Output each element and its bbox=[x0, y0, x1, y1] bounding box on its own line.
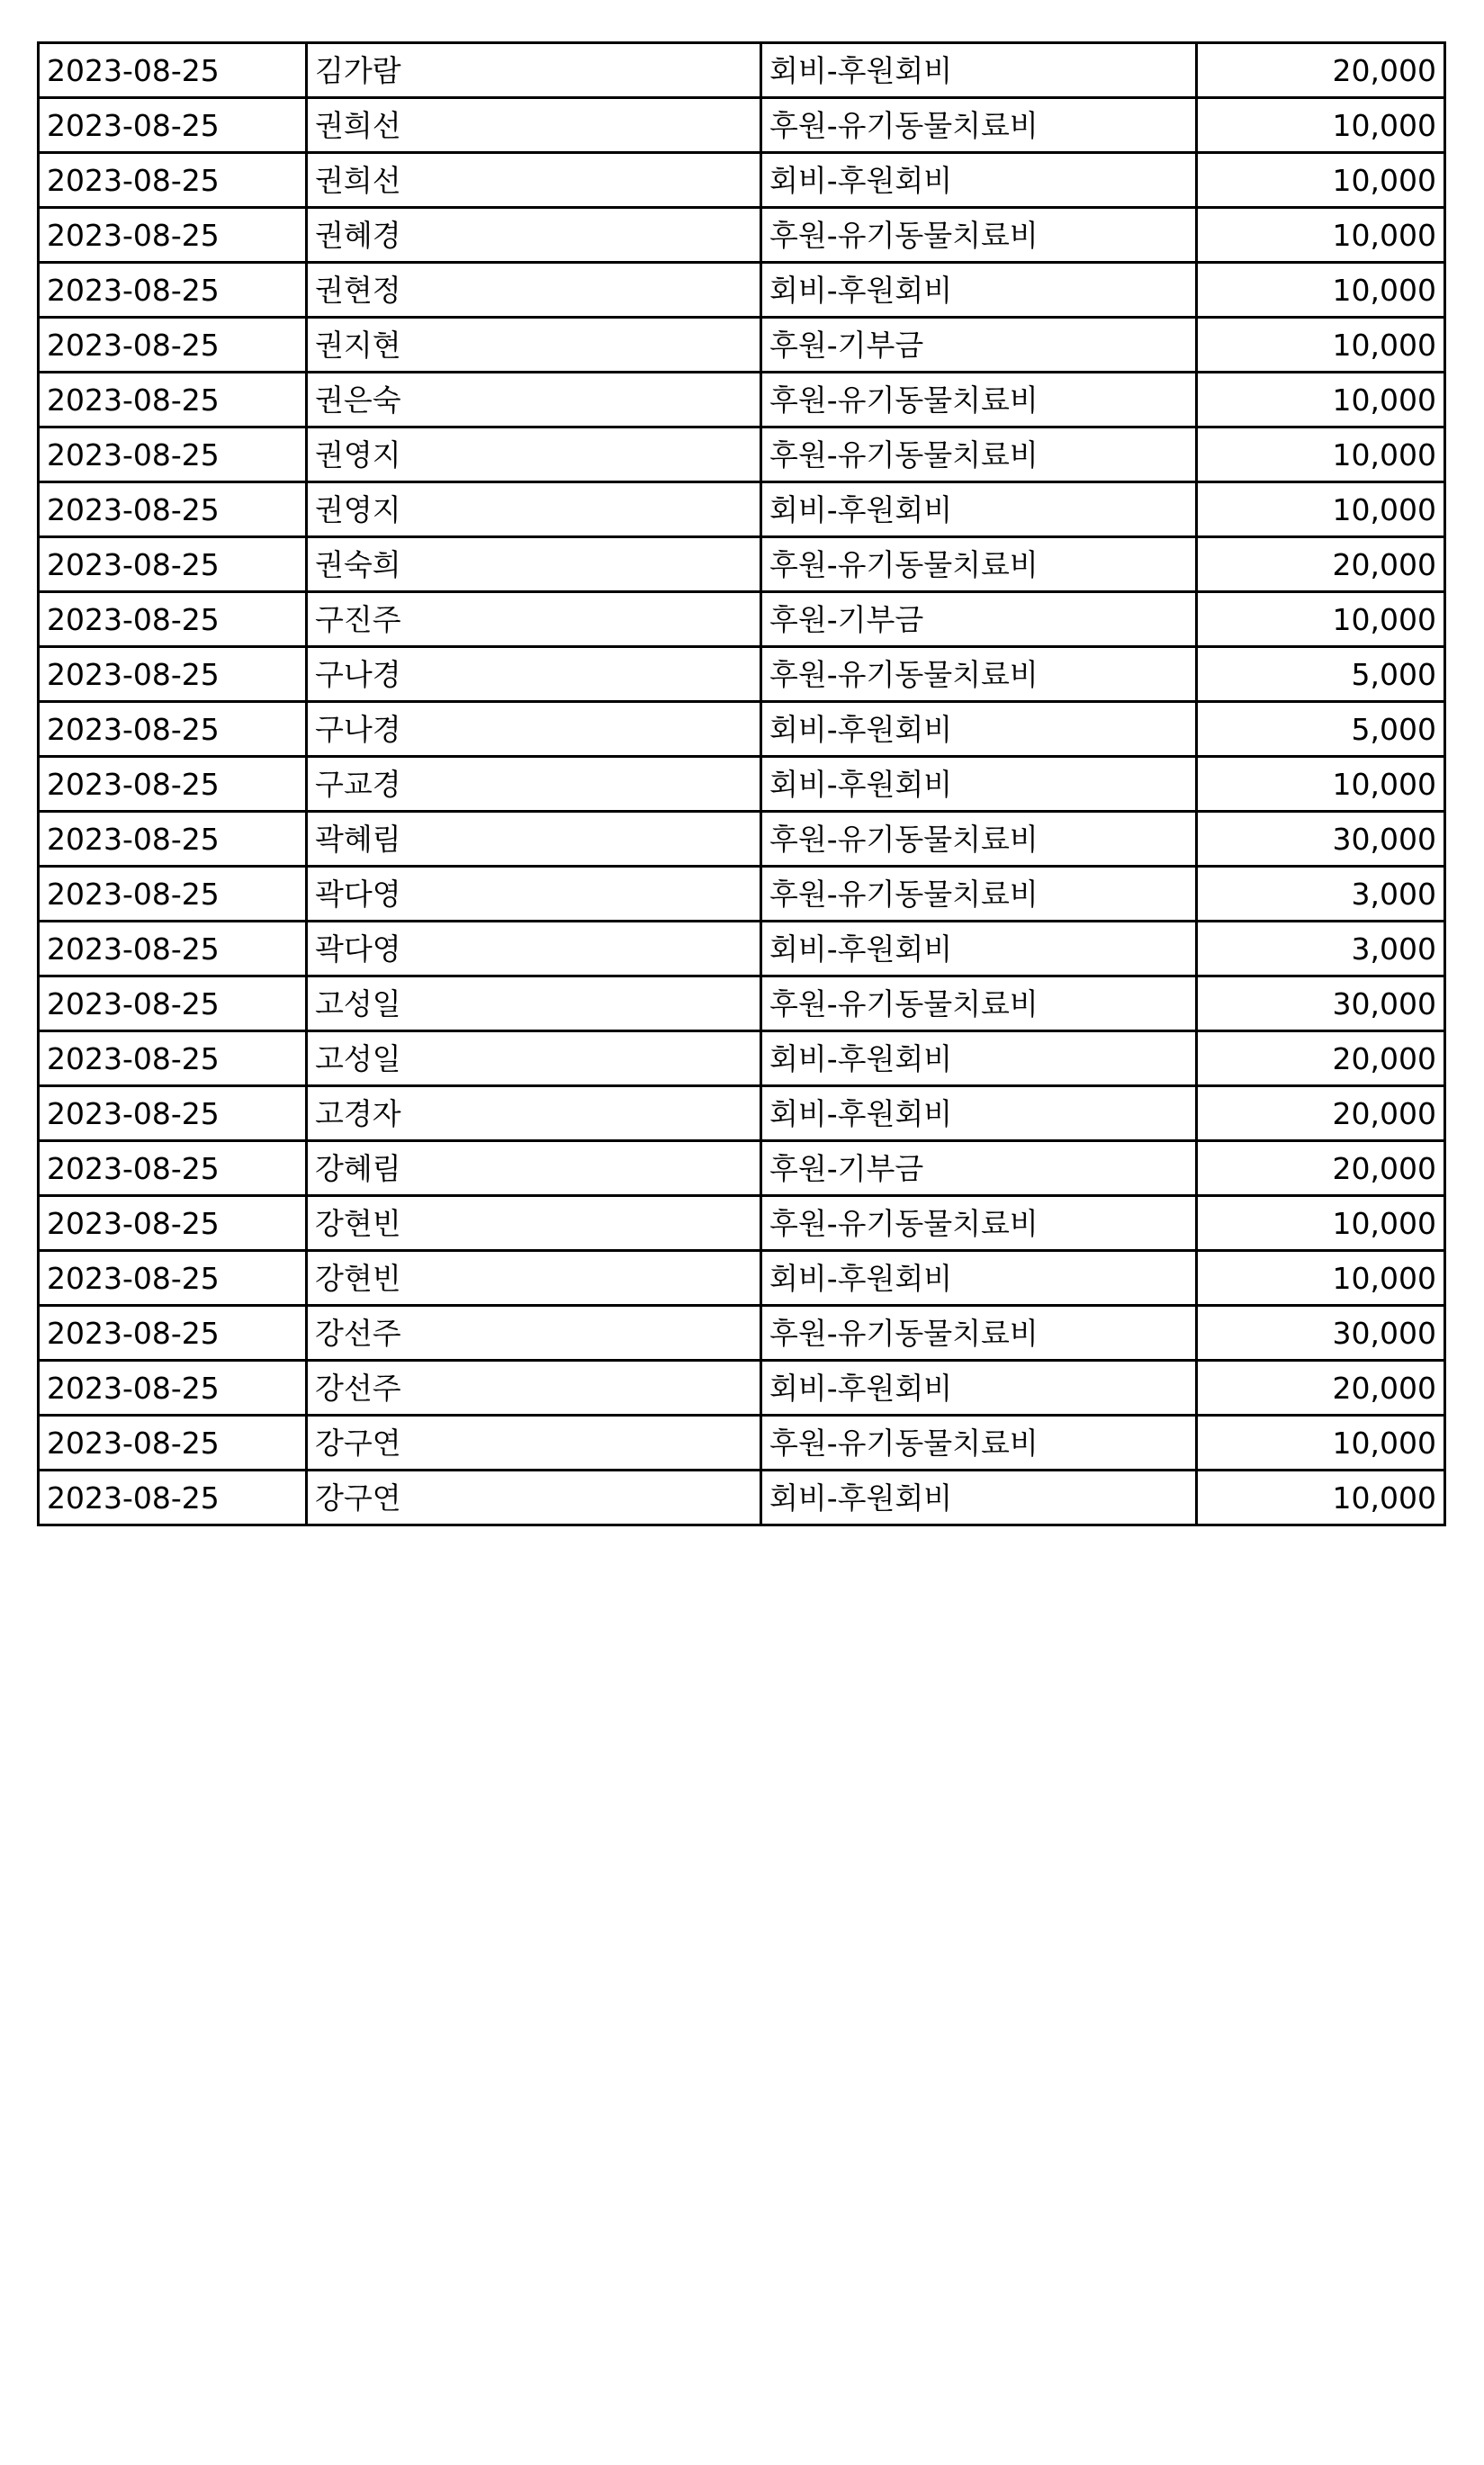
table-row bbox=[39, 208, 1445, 263]
amount-cell: 20,000 bbox=[1197, 1031, 1445, 1086]
date-cell: 2023-08-25 bbox=[39, 1471, 307, 1525]
date-cell: 2023-08-25 bbox=[39, 1086, 307, 1141]
name-cell: 곽다영 bbox=[307, 867, 761, 922]
name-cell: 권숙희 bbox=[307, 537, 761, 592]
table-row bbox=[39, 1141, 1445, 1196]
date-cell: 2023-08-25 bbox=[39, 1141, 307, 1196]
name-cell: 구나경 bbox=[307, 647, 761, 702]
category-cell: 후원-유기동물치료비 bbox=[761, 1416, 1197, 1471]
name-cell: 김가람 bbox=[307, 43, 761, 98]
amount-cell: 10,000 bbox=[1197, 373, 1445, 427]
category-cell: 회비-후원회비 bbox=[761, 922, 1197, 976]
date-cell: 2023-08-25 bbox=[39, 263, 307, 318]
amount-cell: 10,000 bbox=[1197, 1416, 1445, 1471]
name-cell: 고성일 bbox=[307, 1031, 761, 1086]
category-cell: 회비-후원회비 bbox=[761, 702, 1197, 757]
category-cell: 회비-후원회비 bbox=[761, 1086, 1197, 1141]
name-cell: 강구연 bbox=[307, 1471, 761, 1525]
table-row bbox=[39, 43, 1445, 98]
table-row bbox=[39, 1471, 1445, 1525]
category-cell: 후원-기부금 bbox=[761, 318, 1197, 373]
name-cell: 권희선 bbox=[307, 153, 761, 208]
table-row bbox=[39, 98, 1445, 153]
date-cell: 2023-08-25 bbox=[39, 427, 307, 482]
category-cell: 회비-후원회비 bbox=[761, 153, 1197, 208]
name-cell: 강혜림 bbox=[307, 1141, 761, 1196]
amount-cell: 20,000 bbox=[1197, 1141, 1445, 1196]
name-cell: 곽다영 bbox=[307, 922, 761, 976]
amount-cell: 10,000 bbox=[1197, 427, 1445, 482]
amount-cell: 20,000 bbox=[1197, 43, 1445, 98]
category-cell: 후원-유기동물치료비 bbox=[761, 867, 1197, 922]
category-cell: 후원-유기동물치료비 bbox=[761, 427, 1197, 482]
amount-cell: 3,000 bbox=[1197, 867, 1445, 922]
category-cell: 후원-유기동물치료비 bbox=[761, 537, 1197, 592]
amount-cell: 5,000 bbox=[1197, 647, 1445, 702]
amount-cell: 10,000 bbox=[1197, 1251, 1445, 1306]
date-cell: 2023-08-25 bbox=[39, 812, 307, 867]
amount-cell: 20,000 bbox=[1197, 537, 1445, 592]
table-row bbox=[39, 757, 1445, 812]
category-cell: 회비-후원회비 bbox=[761, 482, 1197, 537]
name-cell: 구나경 bbox=[307, 702, 761, 757]
table-row bbox=[39, 1031, 1445, 1086]
amount-cell: 10,000 bbox=[1197, 482, 1445, 537]
table-row bbox=[39, 1196, 1445, 1251]
amount-cell: 20,000 bbox=[1197, 1086, 1445, 1141]
donation-ledger-table bbox=[37, 41, 1446, 1526]
table-row bbox=[39, 482, 1445, 537]
name-cell: 구교경 bbox=[307, 757, 761, 812]
date-cell: 2023-08-25 bbox=[39, 1196, 307, 1251]
date-cell: 2023-08-25 bbox=[39, 702, 307, 757]
category-cell: 회비-후원회비 bbox=[761, 1031, 1197, 1086]
amount-cell: 10,000 bbox=[1197, 1196, 1445, 1251]
name-cell: 권희선 bbox=[307, 98, 761, 153]
table-row bbox=[39, 153, 1445, 208]
category-cell: 후원-유기동물치료비 bbox=[761, 812, 1197, 867]
date-cell: 2023-08-25 bbox=[39, 1416, 307, 1471]
category-cell: 회비-후원회비 bbox=[761, 43, 1197, 98]
category-cell: 후원-기부금 bbox=[761, 592, 1197, 647]
category-cell: 후원-유기동물치료비 bbox=[761, 976, 1197, 1031]
table-row bbox=[39, 1416, 1445, 1471]
table-row bbox=[39, 1361, 1445, 1416]
date-cell: 2023-08-25 bbox=[39, 1031, 307, 1086]
table-row bbox=[39, 647, 1445, 702]
date-cell: 2023-08-25 bbox=[39, 757, 307, 812]
table-row bbox=[39, 867, 1445, 922]
name-cell: 구진주 bbox=[307, 592, 761, 647]
amount-cell: 10,000 bbox=[1197, 757, 1445, 812]
date-cell: 2023-08-25 bbox=[39, 43, 307, 98]
name-cell: 강현빈 bbox=[307, 1251, 761, 1306]
date-cell: 2023-08-25 bbox=[39, 592, 307, 647]
amount-cell: 10,000 bbox=[1197, 263, 1445, 318]
category-cell: 회비-후원회비 bbox=[761, 1471, 1197, 1525]
table-row bbox=[39, 1251, 1445, 1306]
table-row bbox=[39, 427, 1445, 482]
name-cell: 권영지 bbox=[307, 482, 761, 537]
ledger-body bbox=[39, 43, 1445, 1525]
amount-cell: 10,000 bbox=[1197, 208, 1445, 263]
category-cell: 후원-유기동물치료비 bbox=[761, 1306, 1197, 1361]
table-row bbox=[39, 373, 1445, 427]
amount-cell: 3,000 bbox=[1197, 922, 1445, 976]
category-cell: 후원-유기동물치료비 bbox=[761, 208, 1197, 263]
amount-cell: 30,000 bbox=[1197, 812, 1445, 867]
date-cell: 2023-08-25 bbox=[39, 373, 307, 427]
amount-cell: 20,000 bbox=[1197, 1361, 1445, 1416]
category-cell: 회비-후원회비 bbox=[761, 263, 1197, 318]
name-cell: 권혜경 bbox=[307, 208, 761, 263]
amount-cell: 10,000 bbox=[1197, 153, 1445, 208]
date-cell: 2023-08-25 bbox=[39, 867, 307, 922]
amount-cell: 5,000 bbox=[1197, 702, 1445, 757]
category-cell: 회비-후원회비 bbox=[761, 1361, 1197, 1416]
date-cell: 2023-08-25 bbox=[39, 922, 307, 976]
name-cell: 곽혜림 bbox=[307, 812, 761, 867]
amount-cell: 10,000 bbox=[1197, 98, 1445, 153]
name-cell: 고경자 bbox=[307, 1086, 761, 1141]
name-cell: 고성일 bbox=[307, 976, 761, 1031]
date-cell: 2023-08-25 bbox=[39, 153, 307, 208]
table-row bbox=[39, 318, 1445, 373]
table-row bbox=[39, 592, 1445, 647]
table-row bbox=[39, 702, 1445, 757]
date-cell: 2023-08-25 bbox=[39, 1361, 307, 1416]
name-cell: 권은숙 bbox=[307, 373, 761, 427]
amount-cell: 30,000 bbox=[1197, 976, 1445, 1031]
date-cell: 2023-08-25 bbox=[39, 537, 307, 592]
name-cell: 강선주 bbox=[307, 1361, 761, 1416]
name-cell: 강현빈 bbox=[307, 1196, 761, 1251]
date-cell: 2023-08-25 bbox=[39, 482, 307, 537]
amount-cell: 30,000 bbox=[1197, 1306, 1445, 1361]
category-cell: 후원-기부금 bbox=[761, 1141, 1197, 1196]
amount-cell: 10,000 bbox=[1197, 592, 1445, 647]
table-row bbox=[39, 263, 1445, 318]
table-row bbox=[39, 537, 1445, 592]
table-row bbox=[39, 812, 1445, 867]
date-cell: 2023-08-25 bbox=[39, 98, 307, 153]
date-cell: 2023-08-25 bbox=[39, 318, 307, 373]
amount-cell: 10,000 bbox=[1197, 1471, 1445, 1525]
name-cell: 권현정 bbox=[307, 263, 761, 318]
table-row bbox=[39, 1306, 1445, 1361]
date-cell: 2023-08-25 bbox=[39, 976, 307, 1031]
table-row bbox=[39, 922, 1445, 976]
category-cell: 후원-유기동물치료비 bbox=[761, 373, 1197, 427]
name-cell: 권영지 bbox=[307, 427, 761, 482]
date-cell: 2023-08-25 bbox=[39, 208, 307, 263]
date-cell: 2023-08-25 bbox=[39, 1251, 307, 1306]
date-cell: 2023-08-25 bbox=[39, 1306, 307, 1361]
category-cell: 후원-유기동물치료비 bbox=[761, 1196, 1197, 1251]
name-cell: 강구연 bbox=[307, 1416, 761, 1471]
name-cell: 강선주 bbox=[307, 1306, 761, 1361]
amount-cell: 10,000 bbox=[1197, 318, 1445, 373]
category-cell: 후원-유기동물치료비 bbox=[761, 647, 1197, 702]
category-cell: 회비-후원회비 bbox=[761, 757, 1197, 812]
table-row bbox=[39, 976, 1445, 1031]
table-row bbox=[39, 1086, 1445, 1141]
category-cell: 회비-후원회비 bbox=[761, 1251, 1197, 1306]
category-cell: 후원-유기동물치료비 bbox=[761, 98, 1197, 153]
name-cell: 권지현 bbox=[307, 318, 761, 373]
date-cell: 2023-08-25 bbox=[39, 647, 307, 702]
